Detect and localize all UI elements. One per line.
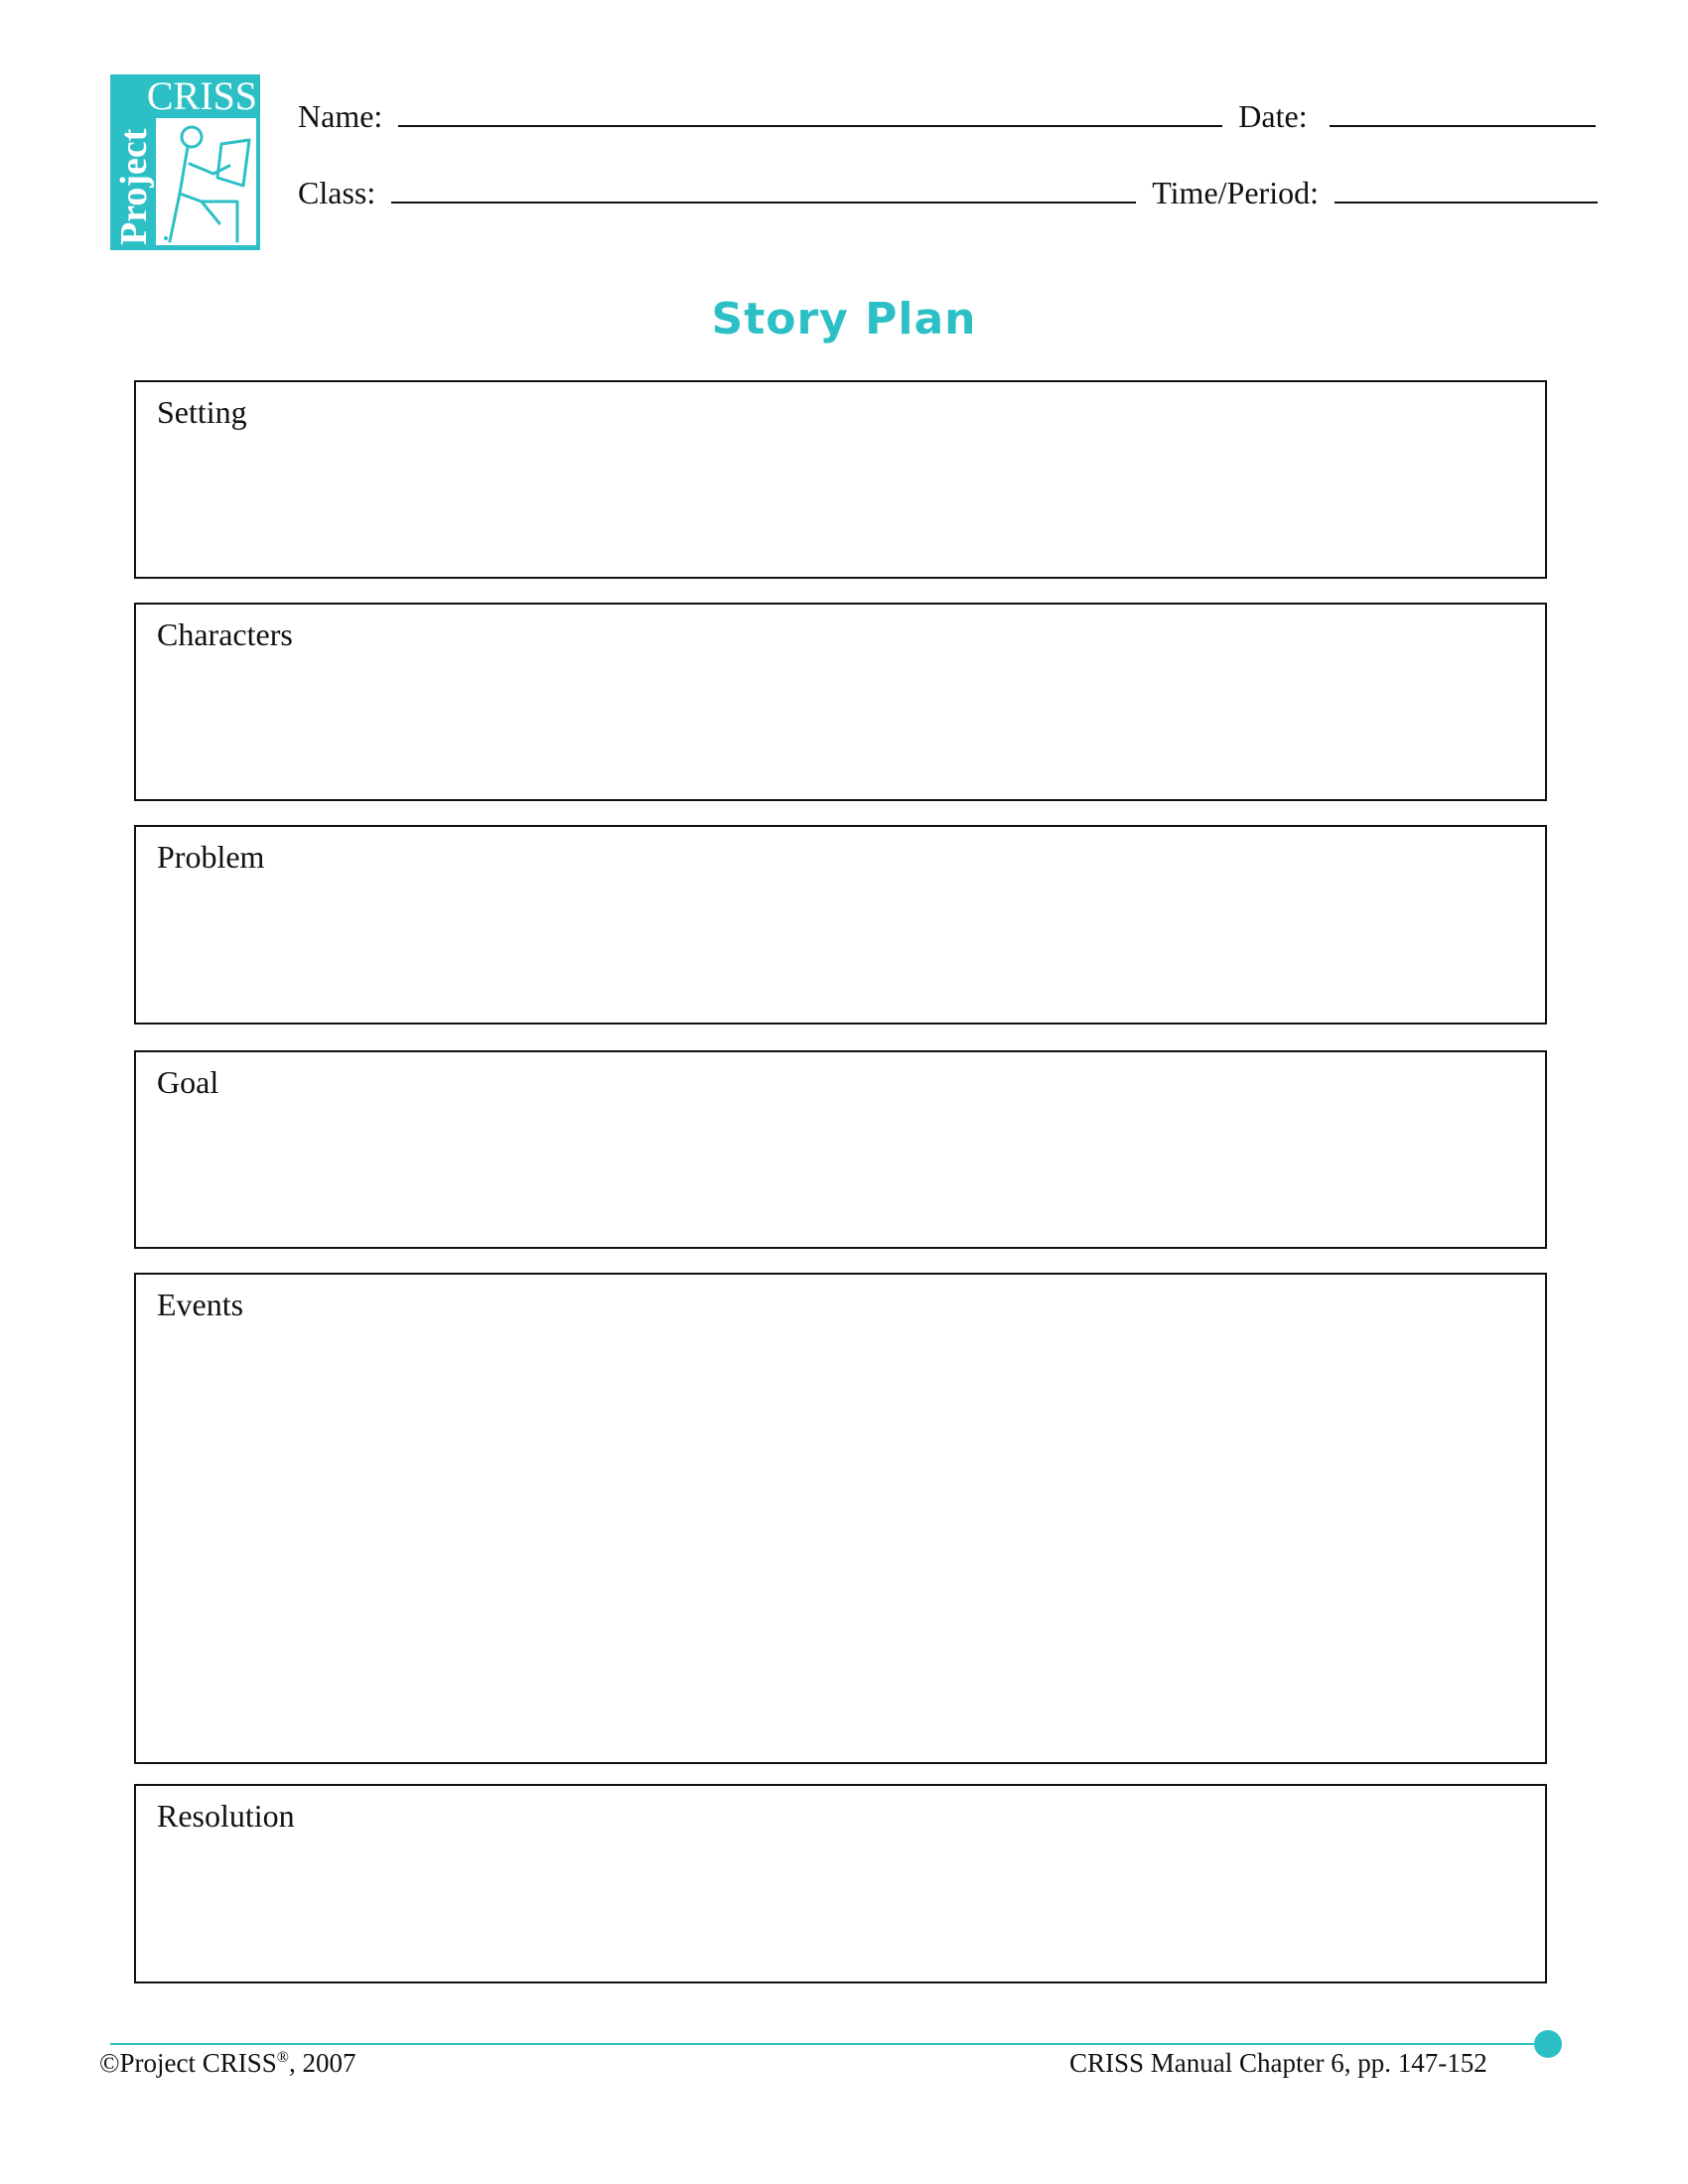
characters-box[interactable]: [134, 603, 1547, 801]
events-label: Events: [157, 1287, 244, 1322]
copyright-prefix: ©Project CRISS: [99, 2048, 277, 2078]
footer-dot: [1534, 2030, 1562, 2058]
goal-box[interactable]: [134, 1050, 1547, 1249]
setting-box[interactable]: [134, 380, 1547, 579]
svg-text:Project: Project: [113, 128, 155, 245]
svg-text:CRISS: CRISS: [146, 74, 257, 118]
period-label: Time/Period:: [1152, 175, 1319, 210]
name-field[interactable]: [398, 99, 1222, 127]
setting-label: Setting: [157, 394, 247, 430]
name-label: Name:: [298, 98, 383, 134]
footer-reference: CRISS Manual Chapter 6, pp. 147-152: [1069, 2048, 1487, 2078]
registered-mark: ®: [276, 2049, 289, 2066]
name-date-row: [298, 99, 1596, 132]
project-criss-logo: [110, 74, 260, 250]
copyright-year: , 2007: [288, 2048, 356, 2078]
characters-label: Characters: [157, 616, 293, 652]
date-field[interactable]: [1330, 99, 1596, 127]
footer-rule: [110, 2043, 1540, 2045]
events-box[interactable]: [134, 1273, 1547, 1764]
class-field[interactable]: [391, 176, 1136, 204]
page-title: Story Plan: [711, 294, 977, 344]
class-period-row: [298, 176, 1598, 208]
resolution-box[interactable]: [134, 1784, 1547, 1983]
resolution-label: Resolution: [157, 1798, 295, 1834]
problem-box[interactable]: [134, 825, 1547, 1024]
problem-label: Problem: [157, 839, 265, 875]
date-label: Date:: [1238, 98, 1308, 134]
goal-label: Goal: [157, 1064, 219, 1100]
period-field[interactable]: [1335, 176, 1598, 204]
class-label: Class:: [298, 175, 376, 210]
footer-copyright: [99, 2048, 355, 2079]
